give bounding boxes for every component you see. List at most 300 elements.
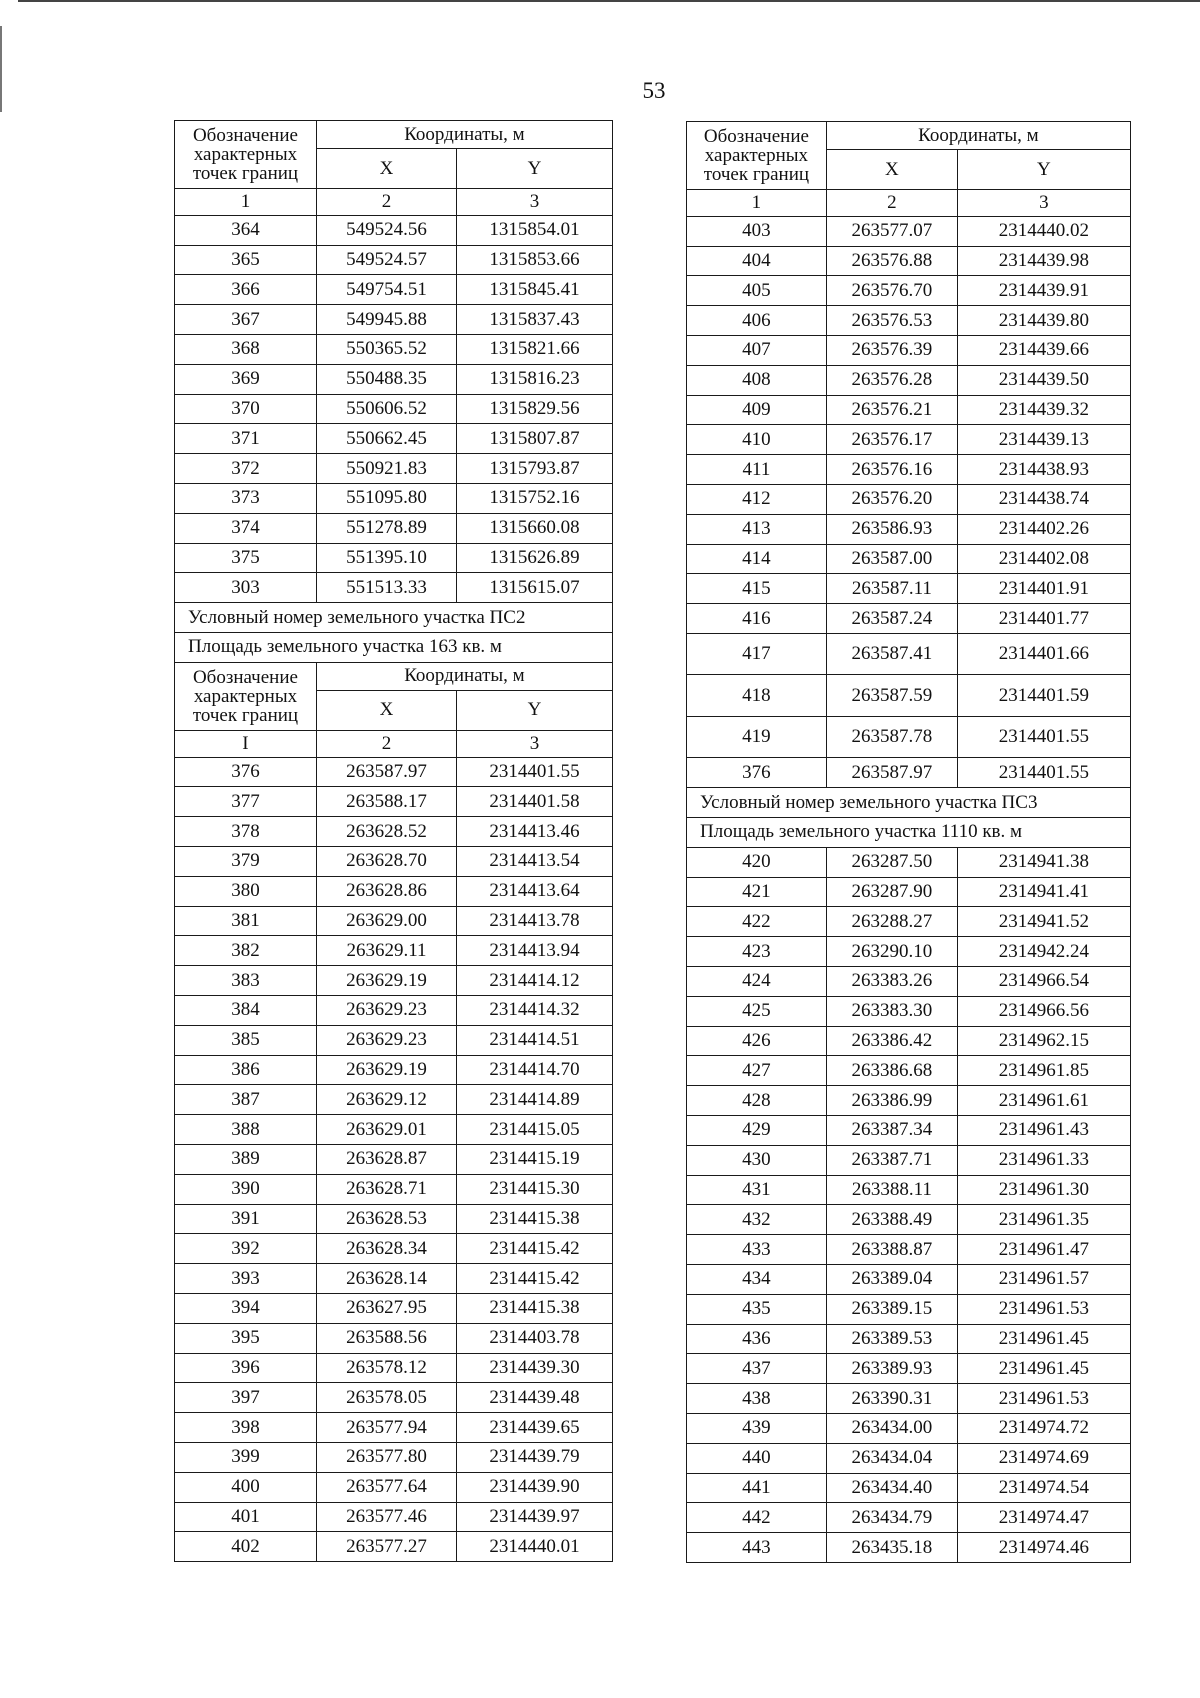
x-coordinate: 263383.30 [826,996,957,1026]
table-row [175,245,613,275]
table-row [175,1293,613,1323]
column-number-1: 1 [175,189,317,216]
table-row [687,544,1131,574]
y-coordinate: 2314415.42 [457,1264,613,1294]
table-row [175,1085,613,1115]
x-coordinate: 263387.71 [826,1145,957,1175]
x-coordinate: 263576.53 [826,306,957,336]
column-number-1: 1 [687,190,827,217]
table-row [687,907,1131,937]
x-coordinate: 263388.87 [826,1235,957,1265]
y-coordinate: 2314966.54 [957,967,1130,997]
x-coordinate: 551513.33 [316,573,456,603]
x-coordinate: 263290.10 [826,937,957,967]
designation-header: Обозначение характерных точек границ [175,662,317,730]
point-number: 417 [687,633,827,675]
table-row [175,335,613,365]
point-number: 408 [687,365,827,395]
y-coordinate: 2314961.61 [957,1086,1130,1116]
y-coordinate: 2314438.93 [957,455,1130,485]
y-coordinate: 2314401.59 [957,675,1130,717]
point-number: 403 [687,216,827,246]
y-coordinate: 2314439.48 [457,1383,613,1413]
table-row [175,573,613,603]
section-label: Площадь земельного участка 1110 кв. м [687,818,1131,848]
x-coordinate: 550365.52 [316,335,456,365]
point-number: 437 [687,1354,827,1384]
point-number: 409 [687,395,827,425]
table-header-row [687,122,1131,150]
point-number: 430 [687,1145,827,1175]
table-row [175,513,613,543]
table-header-row [175,121,613,149]
x-coordinate: 551278.89 [316,513,456,543]
point-number: 402 [175,1532,317,1562]
x-coordinate: 263434.04 [826,1443,957,1473]
table-row [175,817,613,847]
table-row [687,1205,1131,1235]
y-coordinate: 2314961.35 [957,1205,1130,1235]
x-coordinate: 263577.94 [316,1413,456,1443]
y-coordinate: 2314439.30 [457,1353,613,1383]
designation-header: Обозначение характерных точек границ [687,122,827,190]
table-row [687,604,1131,634]
point-number: 391 [175,1204,317,1234]
point-number: 416 [687,604,827,634]
point-number: 398 [175,1413,317,1443]
y-coordinate: 2314402.08 [957,544,1130,574]
point-number: 385 [175,1025,317,1055]
point-number: 401 [175,1502,317,1532]
x-coordinate: 263628.70 [316,846,456,876]
y-coordinate: 2314974.54 [957,1473,1130,1503]
point-number: 376 [687,758,827,788]
point-number: 441 [687,1473,827,1503]
y-coordinate: 2314415.19 [457,1144,613,1174]
table-row [687,633,1131,675]
y-coordinate: 1315752.16 [457,483,613,513]
point-number: 407 [687,336,827,366]
y-coordinate: 2314974.72 [957,1414,1130,1444]
y-coordinate: 1315793.87 [457,454,613,484]
y-coordinate: 2314413.64 [457,876,613,906]
table-row [175,1502,613,1532]
y-coordinate: 2314401.66 [957,633,1130,675]
table-row [687,937,1131,967]
x-coordinate: 549524.56 [316,215,456,245]
table-row [687,1235,1131,1265]
y-coordinate: 2314413.54 [457,846,613,876]
x-coordinate: 263628.86 [316,876,456,906]
column-number-3: 3 [457,730,613,757]
point-number: 429 [687,1116,827,1146]
x-header: X [826,150,957,190]
y-coordinate: 2314439.50 [957,365,1130,395]
x-coordinate: 263629.00 [316,906,456,936]
x-coordinate: 263576.20 [826,484,957,514]
table-row [175,483,613,513]
x-coordinate: 263577.27 [316,1532,456,1562]
x-coordinate: 263576.21 [826,395,957,425]
x-coordinate: 263628.52 [316,817,456,847]
y-coordinate: 2314439.91 [957,276,1130,306]
x-coordinate: 263628.71 [316,1174,456,1204]
table-row [687,877,1131,907]
x-coordinate: 263628.53 [316,1204,456,1234]
table-row [687,1175,1131,1205]
y-coordinate: 2314974.47 [957,1503,1130,1533]
y-coordinate: 2314439.66 [957,336,1130,366]
coordinates-header: Координаты, м [316,662,612,690]
x-coordinate: 263389.93 [826,1354,957,1384]
y-coordinate: 2314414.51 [457,1025,613,1055]
y-coordinate: 2314415.42 [457,1234,613,1264]
point-number: 435 [687,1294,827,1324]
table-row [687,246,1131,276]
point-number: 395 [175,1323,317,1353]
point-number: 365 [175,245,317,275]
x-coordinate: 263577.46 [316,1502,456,1532]
point-number: 378 [175,817,317,847]
table-row [175,757,613,787]
y-coordinate: 1315829.56 [457,394,613,424]
point-number: 428 [687,1086,827,1116]
x-coordinate: 263576.88 [826,246,957,276]
y-coordinate: 2314415.05 [457,1115,613,1145]
column-number-row [687,190,1131,217]
point-number: 415 [687,574,827,604]
point-number: 412 [687,484,827,514]
section-label: Площадь земельного участка 163 кв. м [175,632,613,662]
point-number: 388 [175,1115,317,1145]
y-coordinate: 1315807.87 [457,424,613,454]
table-row [687,1473,1131,1503]
x-coordinate: 263587.11 [826,574,957,604]
point-number: 434 [687,1265,827,1295]
y-coordinate: 1315845.41 [457,275,613,305]
x-coordinate: 550921.83 [316,454,456,484]
table-row [687,484,1131,514]
y-coordinate: 2314439.13 [957,425,1130,455]
point-number: 364 [175,215,317,245]
x-coordinate: 549754.51 [316,275,456,305]
point-number: 375 [175,543,317,573]
x-coordinate: 549524.57 [316,245,456,275]
y-coordinate: 2314414.12 [457,966,613,996]
x-coordinate: 550662.45 [316,424,456,454]
point-number: 380 [175,876,317,906]
table-row [175,966,613,996]
y-coordinate: 2314403.78 [457,1323,613,1353]
point-number: 381 [175,906,317,936]
point-number: 413 [687,514,827,544]
section-row [687,818,1131,848]
y-coordinate: 1315854.01 [457,215,613,245]
table-row [175,1025,613,1055]
column-number-3: 3 [957,190,1130,217]
column-number-3: 3 [457,189,613,216]
column-number-2: 2 [316,730,456,757]
table-row [687,1324,1131,1354]
y-coordinate: 2314439.90 [457,1472,613,1502]
y-coordinate: 2314440.01 [457,1532,613,1562]
y-coordinate: 2314415.30 [457,1174,613,1204]
x-coordinate: 263578.05 [316,1383,456,1413]
table-row [175,1234,613,1264]
table-row [687,1265,1131,1295]
y-header: Y [457,690,613,730]
y-coordinate: 1315853.66 [457,245,613,275]
point-number: 393 [175,1264,317,1294]
x-coordinate: 263387.34 [826,1116,957,1146]
point-number: 370 [175,394,317,424]
y-coordinate: 2314401.55 [457,757,613,787]
table-row [175,1115,613,1145]
x-coordinate: 263629.19 [316,966,456,996]
point-number: 386 [175,1055,317,1085]
point-number: 410 [687,425,827,455]
x-coordinate: 263588.17 [316,787,456,817]
table-row [175,543,613,573]
table-row [175,1055,613,1085]
point-number: 420 [687,847,827,877]
y-coordinate: 2314961.45 [957,1354,1130,1384]
table-row [175,1323,613,1353]
y-coordinate: 2314415.38 [457,1293,613,1323]
x-header: X [316,690,456,730]
y-coordinate: 2314413.94 [457,936,613,966]
point-number: 376 [175,757,317,787]
table-row [175,876,613,906]
table-row [687,1443,1131,1473]
point-number: 384 [175,995,317,1025]
y-coordinate: 2314961.33 [957,1145,1130,1175]
table-row [175,424,613,454]
point-number: 368 [175,335,317,365]
y-coordinate: 2314401.91 [957,574,1130,604]
designation-header: Обозначение характерных точек границ [175,121,317,189]
table-row [175,1353,613,1383]
x-coordinate: 263629.01 [316,1115,456,1145]
y-coordinate: 2314439.32 [957,395,1130,425]
point-number: 392 [175,1234,317,1264]
y-coordinate: 2314439.79 [457,1442,613,1472]
y-coordinate: 2314402.26 [957,514,1130,544]
y-coordinate: 2314974.46 [957,1533,1130,1563]
y-coordinate: 2314401.55 [957,716,1130,758]
x-coordinate: 549945.88 [316,305,456,335]
y-coordinate: 1315837.43 [457,305,613,335]
y-coordinate: 1315816.23 [457,364,613,394]
table-row [175,846,613,876]
y-coordinate: 2314941.41 [957,877,1130,907]
point-number: 374 [175,513,317,543]
table-row [687,847,1131,877]
y-coordinate: 1315626.89 [457,543,613,573]
x-coordinate: 263389.04 [826,1265,957,1295]
point-number: 387 [175,1085,317,1115]
x-coordinate: 263627.95 [316,1293,456,1323]
y-coordinate: 1315821.66 [457,335,613,365]
point-number: 421 [687,877,827,907]
point-number: 414 [687,544,827,574]
point-number: 382 [175,936,317,966]
table-row [175,275,613,305]
x-coordinate: 263587.97 [826,758,957,788]
table-row [687,306,1131,336]
x-coordinate: 263629.11 [316,936,456,966]
x-coordinate: 263576.70 [826,276,957,306]
y-coordinate: 2314414.70 [457,1055,613,1085]
point-number: 394 [175,1293,317,1323]
coordinates-table-left [174,120,613,1562]
x-coordinate: 263628.14 [316,1264,456,1294]
x-coordinate: 263576.28 [826,365,957,395]
point-number: 438 [687,1384,827,1414]
section-row [687,788,1131,818]
x-coordinate: 263389.53 [826,1324,957,1354]
x-coordinate: 263287.50 [826,847,957,877]
table-row [687,425,1131,455]
y-coordinate: 2314439.97 [457,1502,613,1532]
x-coordinate: 263386.68 [826,1056,957,1086]
point-number: 433 [687,1235,827,1265]
x-coordinate: 263576.39 [826,336,957,366]
x-coordinate: 263390.31 [826,1384,957,1414]
table-row [687,1056,1131,1086]
table-row [687,216,1131,246]
column-number-2: 2 [826,190,957,217]
y-coordinate: 2314961.57 [957,1265,1130,1295]
point-number: 436 [687,1324,827,1354]
y-coordinate: 2314401.77 [957,604,1130,634]
table-row [175,1174,613,1204]
point-number: 418 [687,675,827,717]
x-coordinate: 263629.12 [316,1085,456,1115]
table-row [687,1533,1131,1563]
point-number: 396 [175,1353,317,1383]
table-row [687,1354,1131,1384]
point-number: 303 [175,573,317,603]
table-row [175,215,613,245]
point-number: 425 [687,996,827,1026]
x-coordinate: 263577.07 [826,216,957,246]
point-number: 377 [175,787,317,817]
table-row [175,906,613,936]
table-row [687,1145,1131,1175]
x-coordinate: 551095.80 [316,483,456,513]
y-coordinate: 2314401.55 [957,758,1130,788]
table-row [687,395,1131,425]
table-header-row [175,662,613,690]
point-number: 383 [175,966,317,996]
x-coordinate: 263576.16 [826,455,957,485]
x-header: X [316,149,456,189]
point-number: 431 [687,1175,827,1205]
y-coordinate: 2314439.65 [457,1413,613,1443]
y-coordinate: 1315615.07 [457,573,613,603]
table-row [175,394,613,424]
y-coordinate: 2314439.98 [957,246,1130,276]
x-coordinate: 263629.23 [316,1025,456,1055]
x-coordinate: 263288.27 [826,907,957,937]
table-row [687,365,1131,395]
table-row [687,1116,1131,1146]
x-coordinate: 263629.23 [316,995,456,1025]
table-row [687,1086,1131,1116]
table-row [175,787,613,817]
x-coordinate: 263577.64 [316,1472,456,1502]
point-number: 424 [687,967,827,997]
x-coordinate: 263587.41 [826,633,957,675]
x-coordinate: 263386.42 [826,1026,957,1056]
y-coordinate: 2314974.69 [957,1443,1130,1473]
column-number-row [175,189,613,216]
x-coordinate: 263388.49 [826,1205,957,1235]
y-coordinate: 2314413.78 [457,906,613,936]
y-coordinate: 2314961.45 [957,1324,1130,1354]
section-label: Условный номер земельного участка ПС3 [687,788,1131,818]
y-coordinate: 2314961.30 [957,1175,1130,1205]
table-row [175,1442,613,1472]
table-row [687,758,1131,788]
x-coordinate: 263434.79 [826,1503,957,1533]
x-coordinate: 263576.17 [826,425,957,455]
table-row [175,1264,613,1294]
section-row [175,603,613,633]
point-number: 440 [687,1443,827,1473]
x-coordinate: 263383.26 [826,967,957,997]
point-number: 373 [175,483,317,513]
point-number: 397 [175,1383,317,1413]
point-number: 432 [687,1205,827,1235]
point-number: 426 [687,1026,827,1056]
y-coordinate: 2314961.43 [957,1116,1130,1146]
y-header: Y [457,149,613,189]
y-coordinate: 2314962.15 [957,1026,1130,1056]
point-number: 366 [175,275,317,305]
point-number: 369 [175,364,317,394]
x-coordinate: 263386.99 [826,1086,957,1116]
y-coordinate: 2314413.46 [457,817,613,847]
table-row [687,1384,1131,1414]
point-number: 372 [175,454,317,484]
point-number: 389 [175,1144,317,1174]
y-coordinate: 2314941.38 [957,847,1130,877]
table-row [175,454,613,484]
y-coordinate: 2314401.58 [457,787,613,817]
x-coordinate: 263434.40 [826,1473,957,1503]
y-coordinate: 2314942.24 [957,937,1130,967]
point-number: 399 [175,1442,317,1472]
x-coordinate: 263435.18 [826,1533,957,1563]
x-coordinate: 263587.78 [826,716,957,758]
point-number: 419 [687,716,827,758]
point-number: 405 [687,276,827,306]
table-row [687,455,1131,485]
x-coordinate: 263587.59 [826,675,957,717]
table-row [687,1414,1131,1444]
table-row [175,364,613,394]
section-label: Условный номер земельного участка ПС2 [175,603,613,633]
x-coordinate: 263628.34 [316,1234,456,1264]
y-coordinate: 2314941.52 [957,907,1130,937]
table-row [687,675,1131,717]
table-row [687,1026,1131,1056]
point-number: 406 [687,306,827,336]
x-coordinate: 263388.11 [826,1175,957,1205]
x-coordinate: 263587.24 [826,604,957,634]
